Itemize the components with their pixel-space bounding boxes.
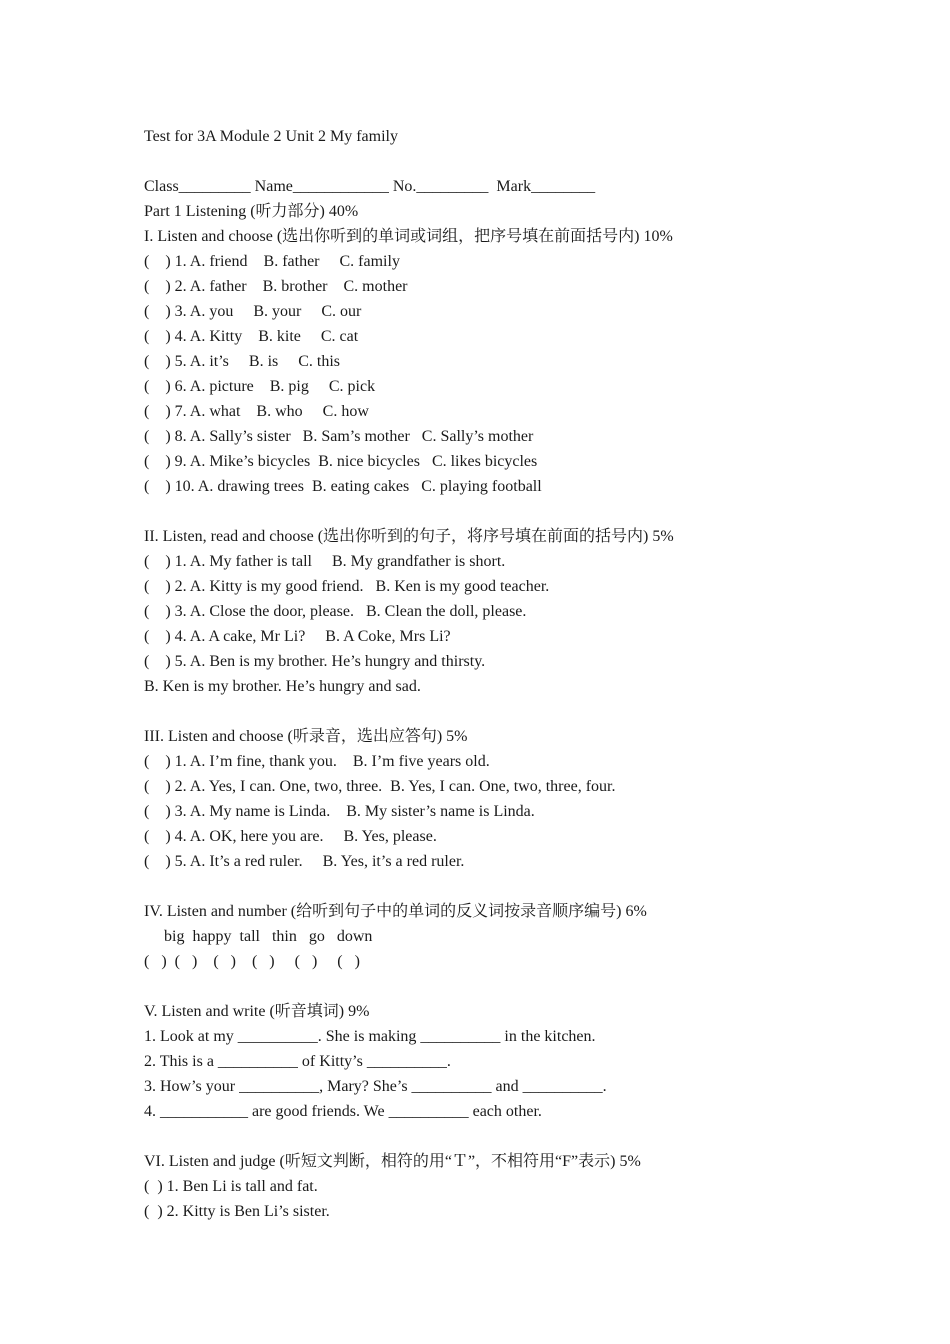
fill-in-item: 1. Look at my __________. She is making __________ in the kitchen. <box>144 1028 596 1045</box>
question-item: ( ) 1. A. friend B. father C. family <box>144 253 400 270</box>
fill-in-item: 4. ___________ are good friends. We __________ each other. <box>144 1103 542 1120</box>
section1-heading: I. Listen and choose (选出你听到的单词或词组，把序号填在前面括号内) 10% <box>144 228 673 245</box>
judge-item: ( ) 1. Ben Li is tall and fat. <box>144 1178 318 1195</box>
question-item: ( ) 4. A. Kitty B. kite C. cat <box>144 328 359 345</box>
question-item: ( ) 5. A. Ben is my brother. He’s hungry and thirsty. <box>144 653 486 670</box>
question-item: ( ) 2. A. Kitty is my good friend. B. Ken is my good teacher. <box>144 578 550 595</box>
question-item: ( ) 5. A. it’s B. is C. this <box>144 353 341 370</box>
question-item: ( ) 8. A. Sally’s sister B. Sam’s mother C. Sally’s mother <box>144 428 534 445</box>
worksheet-page <box>144 124 864 1224</box>
section5-heading: V. Listen and write (听音填词) 9% <box>144 1003 370 1020</box>
question-item: ( ) 3. A. My name is Linda. B. My sister’s name is Linda. <box>144 803 535 820</box>
antonym-word-list: big happy tall thin go down <box>144 928 373 945</box>
question-item: ( ) 3. A. you B. your C. our <box>144 303 362 320</box>
question-item: ( ) 1. A. My father is tall B. My grandfather is short. <box>144 553 506 570</box>
section4-heading: IV. Listen and number (给听到句子中的单词的反义词按录音顺序编号) 6% <box>144 903 647 920</box>
section6-heading: VI. Listen and judge (听短文判断，相符的用“Ｔ”，不相符用“F”表示) 5% <box>144 1153 641 1170</box>
question-item: ( ) 9. A. Mike’s bicycles B. nice bicycles C. likes bicycles <box>144 453 538 470</box>
question-item: ( ) 4. A. A cake, Mr Li? B. A Coke, Mrs Li? <box>144 628 451 645</box>
section2-heading: II. Listen, read and choose (选出你听到的句子，将序号填在前面的括号内) 5% <box>144 528 674 545</box>
question-item: B. Ken is my brother. He’s hungry and sad. <box>144 678 421 695</box>
student-info-line: Class_________ Name____________ No._________ Mark________ <box>144 178 596 195</box>
worksheet-title: Test for 3A Module 2 Unit 2 My family <box>144 128 398 145</box>
question-item: ( ) 5. A. It’s a red ruler. B. Yes, it’s a red ruler. <box>144 853 465 870</box>
question-item: ( ) 1. A. I’m fine, thank you. B. I’m five years old. <box>144 753 490 770</box>
question-item: ( ) 6. A. picture B. pig C. pick <box>144 378 376 395</box>
question-item: ( ) 3. A. Close the door, please. B. Clean the doll, please. <box>144 603 527 620</box>
fill-in-item: 3. How’s your __________, Mary? She’s __________ and __________. <box>144 1078 607 1095</box>
part1-heading: Part 1 Listening (听力部分) 40% <box>144 203 359 220</box>
question-item: ( ) 2. A. father B. brother C. mother <box>144 278 408 295</box>
numbering-brackets: ( ) ( ) ( ) ( ) ( ) ( ) <box>144 953 360 970</box>
question-item: ( ) 2. A. Yes, I can. One, two, three. B. Yes, I can. One, two, three, four. <box>144 778 616 795</box>
question-item: ( ) 4. A. OK, here you are. B. Yes, please. <box>144 828 437 845</box>
judge-item: ( ) 2. Kitty is Ben Li’s sister. <box>144 1203 330 1220</box>
question-item: ( ) 10. A. drawing trees B. eating cakes C. playing football <box>144 478 542 495</box>
section3-heading: III. Listen and choose (听录音，选出应答句) 5% <box>144 728 468 745</box>
fill-in-item: 2. This is a __________ of Kitty’s __________. <box>144 1053 451 1070</box>
question-item: ( ) 7. A. what B. who C. how <box>144 403 369 420</box>
